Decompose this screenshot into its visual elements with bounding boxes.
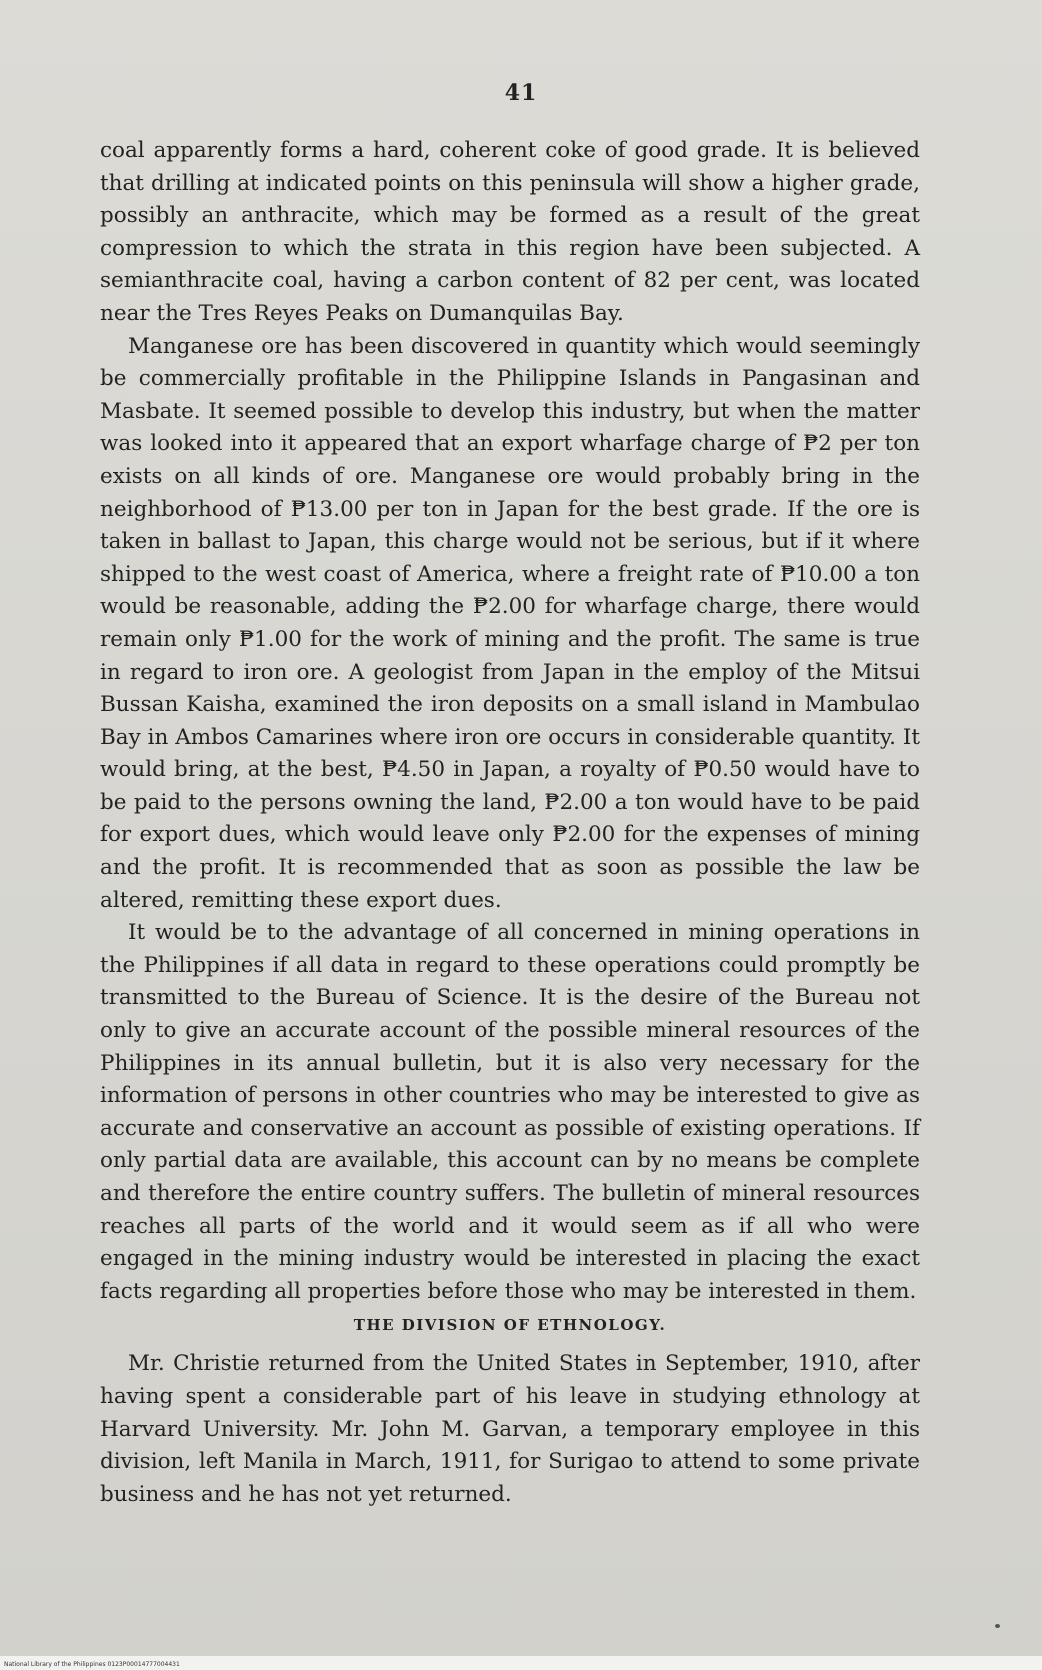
paragraph-coal-continuation: coal apparently forms a hard, coherent coke of good grade. It is believed that drilling at indicated points on this peninsula will show a higher grade, possibly an anthracite, which may be formed as a result of the great compression to which the strata in this region have been subjected. A semianthracite coal, having a carbon content of 82 per cent, was located near the Tres Reyes Peaks on Dumanquilas Bay. xyxy=(100,138,920,326)
page-number: 41 xyxy=(504,80,538,106)
paragraph-mining-data: It would be to the advantage of all concerned in mining operations in the Philippines if all data in regard to these operations could promptly be transmitted to the Bureau of Science. It is the desire of the Bureau not only to give an accurate account of the possible mineral resources of the Philippines in its annual bulletin, but it is also very necessary for the information of persons in other countries who may be interested to give as accurate and conservative an account as possible of existing operations. If only partial data are available, this account can by no means be complete and therefore the entire country suffers. The bulletin of mineral resources reaches all parts of the world and it would seem as if all who were engaged in the mining industry would be interested in placing the exact facts regarding all properties before those who may be interested in them. xyxy=(100,920,920,1304)
section-heading: THE DIVISION OF ETHNOLOGY. xyxy=(353,1316,667,1335)
scan-footer-text: National Library of the Philippines 0123P00014777004431 xyxy=(4,1661,180,1668)
paragraph-manganese-ore: Manganese ore has been discovered in quantity which would seemingly be commercially profitable in the Philippine Islands in Pangasinan and Masbate. It seemed possible to develop this industry, but when the matter was looked into it appeared that an export wharfage charge of ₱2 per ton exists on all kinds of ore. Manganese ore would probably bring in the neighborhood of ₱13.00 per ton in Japan for the best grade. If the ore is taken in ballast to Japan, this charge would not be serious, but if it where shipped to the west coast of America, where a freight rate of ₱10.00 a ton would be reasonable, adding the ₱2.00 for wharfage charge, there would remain only ₱1.00 for the work of mining and the profit. The same is true in regard to iron ore. A geologist from Japan in the employ of the Mitsui Bussan Kaisha, examined the iron deposits on a small island in Mambulao Bay in Ambos Camarines where iron ore occurs in considerable quantity. It would bring, at the best, ₱4.50 in Japan, a royalty of ₱0.50 would have to be paid to the persons owning the land, ₱2.00 a ton would have to be paid for export dues, which would leave only ₱2.00 for the expenses of mining and the profit. It is recommended that as soon as possible the law be altered, remitting these export dues. xyxy=(100,333,920,913)
paragraph-ethnology: Mr. Christie returned from the United States in September, 1910, after having spent a considerable part of his leave in studying ethnology at Harvard University. Mr. John M. Garvan, a temporary employee in this division, left Manila in March, 1911, for Surigao to attend to some private business and he has not yet returned. xyxy=(100,1351,920,1507)
scan-speck xyxy=(995,1624,1000,1628)
body-text xyxy=(100,135,920,1511)
scan-footer-strip xyxy=(0,1656,1042,1670)
